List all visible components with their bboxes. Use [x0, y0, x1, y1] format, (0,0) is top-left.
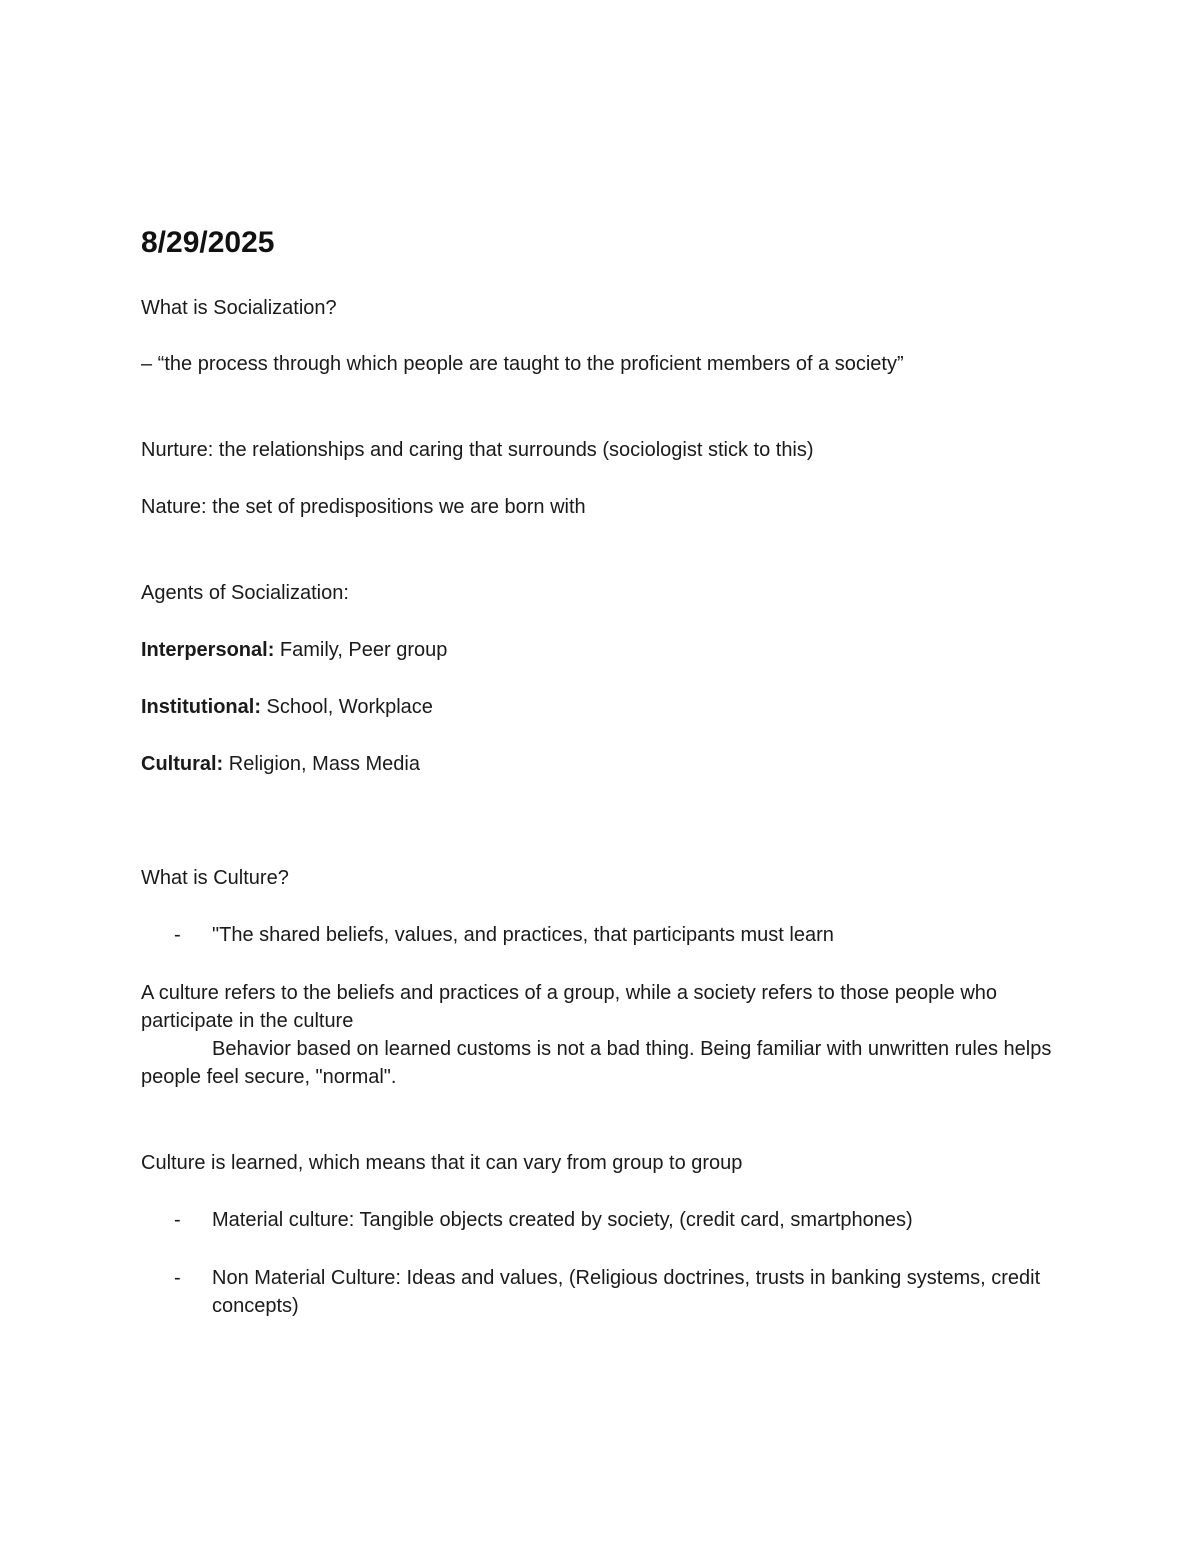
culture-question: What is Culture?: [141, 867, 289, 889]
learned-customs-paragraph: [141, 1035, 1066, 1091]
culture-definition: "The shared beliefs, values, and practices, that participants must learn: [212, 924, 834, 946]
agent-text: School, Workplace: [260, 696, 433, 718]
agent-label: Institutional:: [141, 696, 261, 718]
nurture-definition: Nurture: the relationships and caring that surrounds (sociologist stick to this): [141, 439, 814, 461]
agent-interpersonal: [141, 636, 447, 664]
culture-learned: Culture is learned, which means that it can vary from group to group: [141, 1152, 743, 1174]
nature-definition: Nature: the set of predispositions we are born with: [141, 496, 586, 518]
bullet-dash: -: [174, 1267, 181, 1289]
socialization-definition: – “the process through which people are taught to the proficient members of a society”: [141, 353, 904, 375]
culture-vs-society: A culture refers to the beliefs and practices of a group, while a society refers to those people who participate in the culture: [141, 982, 998, 1032]
agents-heading: Agents of Socialization:: [141, 582, 349, 604]
bullet-dash: -: [174, 924, 181, 946]
agent-text: Religion, Mass Media: [223, 753, 420, 775]
date-heading: 8/29/2025: [141, 226, 275, 259]
agent-text: Family, Peer group: [274, 639, 448, 661]
agent-label: Interpersonal:: [141, 639, 275, 661]
socialization-question: What is Socialization?: [141, 297, 337, 319]
bullet-dash: -: [174, 1209, 181, 1231]
learned-customs: Behavior based on learned customs is not a bad thing. Being familiar with unwritten rules helps people feel secure, "normal".: [141, 1038, 1052, 1088]
non-material-culture: Non Material Culture: Ideas and values, (Religious doctrines, trusts in banking systems, credit concepts): [212, 1267, 1041, 1317]
non-material-culture-item: [141, 1264, 1061, 1320]
agent-institutional: [141, 693, 433, 721]
material-culture: Material culture: Tangible objects created by society, (credit card, smartphones): [212, 1209, 913, 1231]
agent-cultural: [141, 750, 420, 778]
culture-definition-item: [141, 921, 1061, 949]
material-culture-item: [141, 1206, 1061, 1234]
agent-label: Cultural:: [141, 753, 224, 775]
